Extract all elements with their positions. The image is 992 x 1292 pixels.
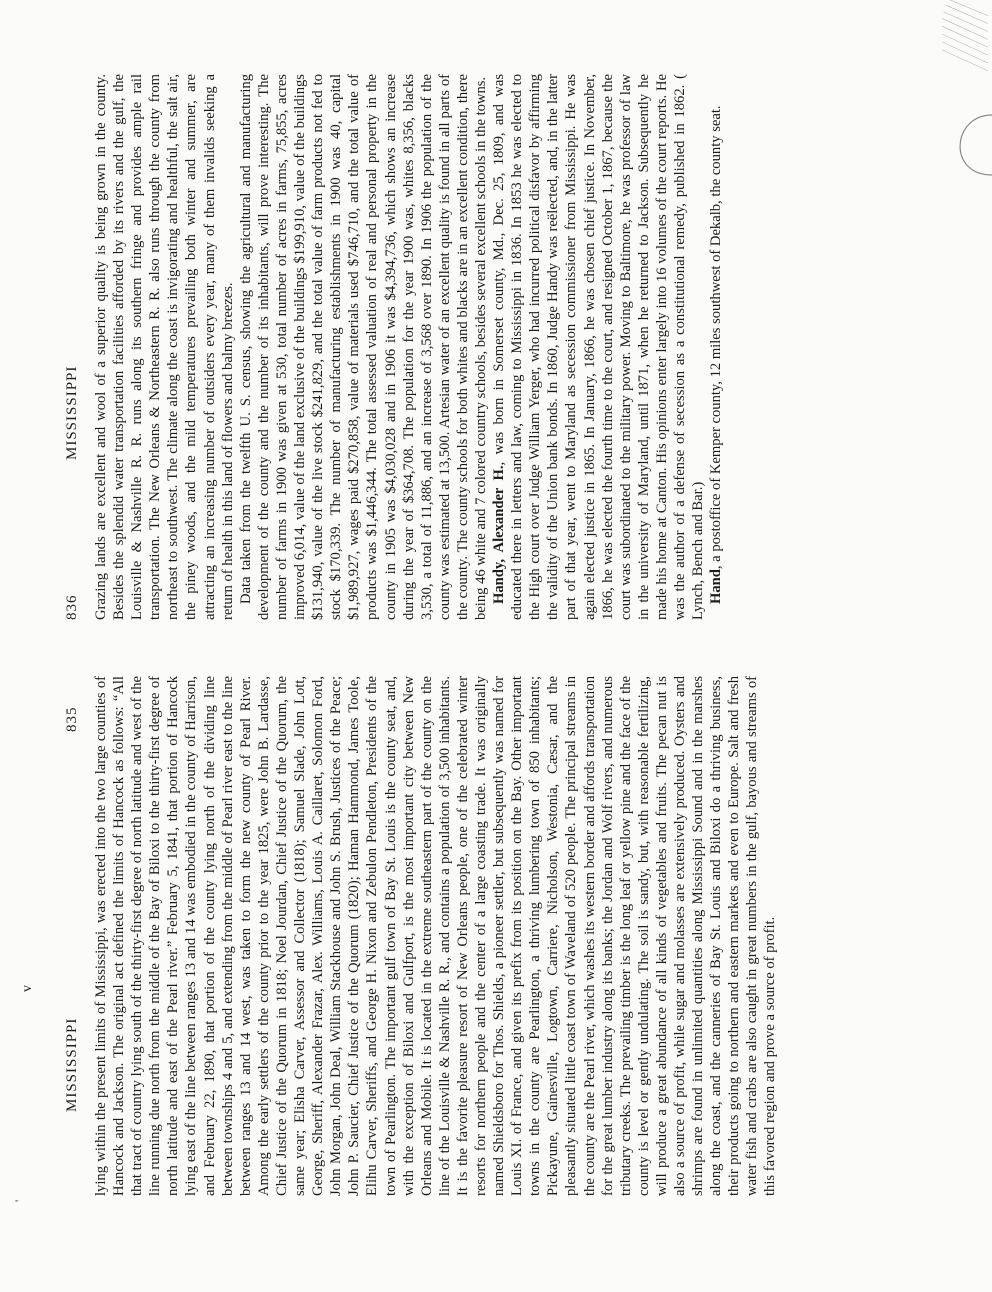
paragraph: lying within the present limits of Mississippi, was erected into the two large counties of Hancock and Jackson. The original act defined the limits of Hancock as follows: “All that tract of country lying south of the thirty-first degree of north latitude and west of the line running due north from the middle of the Bay of Biloxi to the thirty-first degree of north latitude and east of the Pearl river.” February 5, 1841, that portion of Hancock lying east of the line between ranges 13 and 14 was embodied in the county of Harrison, and February 22, 1890, that portion of the county lying north of the dividing line between townships 4 and 5, and extending from the middle of Pearl river east to the line between ranges 13 and 14 west, was taken to form the new county of Pearl River. Among the early settlers of the county prior to the year 1825, were John B. Lardasse, Chief Justice of the Quorum in 1818; Noel Jourdan, Chief Justice of the Quorum, the same year; Elisha Carver, Assessor and Collector (1818); Samuel Slade, John Lott, George, Sheriff, Alexander Frazar, Alex. Williams, Louis A. Caillaret, Solomon Ford, John Morgan, John Deal, William Stackhouse and John S. Brush, Justices of the Peace; John P. Saucier, Chief Justice of the Quorum (1820); Haman Hammond, James Toole, Elihu Carver, Sheriffs, and George H. Nixon and Zebulon Pendleton, Presidents of the town of Pearlington. The important gulf town of Bay St. Louis is the county seat, and, with the exception of Biloxi and Gulfport, is the most important city between New Orleans and Mobile. It is located in the extreme southeastern part of the county on the line of the Louisville & Nashville R. R., and contains a population of 3,500 inhabitants. It is the favorite pleasure resort of New Orleans people, one of the celebrated winter resorts for northern people and the center of a large coasting trade. It was originally named Shieldsboro for Thos. Shields, a pioneer settler, but subsequently was named for Louis XI. of France, and given its prefix from its position on the Bay. Other important towns in the county are Pearlington, a thriving lumbering town of 850 inhabitants; Pickayune, Gainesville, Logtown, Carriere, Nicholson, Westonia, Cæsar, and the pleasantly situated little coast town of Waveland of 520 people. The principal streams in the county are the Pearl river, which washes its western border and affords transportation for the great lumber industry along its banks; the Jordan and Wolf rivers, and numerous tributary creeks. The prevailing timber is the long leaf or yellow pine and the face of the county is level or gently undulating. The soil is sandy, but, with reasonable fertilizing, will produce a great abundance of all kinds of vegetables and fruits. The pecan nut is also a source of profit, while sugar and molasses are extensively produced. Oysters and shrimps are found in unlimited quantities along Mississippi Sound and in the marshes along the coast, and the canneries of Bay St. Louis and Biloxi do a thriving business, their products going to northern and eastern markets and even to Europe. Salt and fresh water fish and crabs are also caught in great numbers in the gulf, bayous and streams of this favored region and prove a source of profit. <box>93 676 779 1196</box>
entry <box>707 74 725 620</box>
entry-text: , was born in Somerset county, Md., Dec. 25, 1809, and was educated there in letters and law, coming to Mississippi in 1836. In 1853 he was elected to the High court over Judge William Yerger, who had incurred political disfavor by affirming the validity of the Union bank bonds. In 1860, Judge Handy was reëlected, and, in the latter part of that year, went to Maryland as secession commissioner from Mississippi. He was again elected justice in 1865. In January, 1866, he was chosen chief justice. In November, 1866, he was elected the fourth time to the court, and resigned October 1, 1867, because the court was subordinated to the military power. Moving to Baltimore, he was professor of law in the university of Maryland, until 1871, when he returned to Jackson. Subsequently he made his home at Canton. His opinions enter largely into 16 volumes of the court reports. He was the author of a defense of secession as a constitutional remedy, published in 1862. ( Lynch, Bench and Bar.) <box>491 74 707 620</box>
entry <box>490 74 707 620</box>
left-page <box>0 646 992 1292</box>
paragraph: Data taken from the twelfth U. S. census, showing the agricultural and manufacturing development of the county and the number of its inhabitants, will prove interesting. The number of farms in 1900 was given at 530, total number of acres in farms, 75,855, acres improved 6,014, value of the land exclusive of the buildings $199,910, value of the buildings $131,940, value of the live stock $241,829, and the total value of farm products not fed to stock $170,339. The number of manufacturing establishments in 1900 was 40, capital $1,989,927, wages paid $270,858, value of materials used $746,710, and the total value of products was $1,446,344. The total assessed valuation of real and personal property in the county in 1905 was $4,030,028 and in 1906 it was $4,394,736, which shows an increase during the year of $364,708. The population for the year 1900 was, whites 8,356, blacks 3,530, a total of 11,886, and an increase of 3,568 over 1890. In 1906 the population of the county was estimated at 13,500. Artesian water of an excellent quality is found in all parts of the county. The county schools for both whites and blacks are in an excellent condition, there being 46 white and 7 colored country schools, besides several excellent schools in the towns. <box>237 74 489 620</box>
page-body <box>92 676 780 1196</box>
running-title: MISSISSIPPI <box>64 1017 80 1112</box>
entry-head: Hand <box>708 569 725 604</box>
page-curl-decoration <box>932 110 992 180</box>
scan-mark: v <box>20 985 35 992</box>
entry-head: Handy, Alexander H. <box>491 465 508 604</box>
page-body <box>92 74 725 620</box>
paragraph: Grazing lands are excellent and wool of a superior quality is being grown in the county. Besides the splendid water transportation facilities afforded by its rivers and the gulf, the Louisville & Nashville R. R. runs along its southern fringe and provides ample rail transportation. The New Orleans & Northeastern R. R. also runs through the county from northeast to southwest. The climate along the coast is invigorating and healthful, the salt air, the piney woods, and the mild temperatures prevailing both winter and summer, are attracting an increasing number of outsiders every year, many of them invalids seeking a return of health in this land of flowers and balmy breezes. <box>93 74 236 620</box>
scan-mark: ' <box>12 1199 26 1202</box>
page-number: 836 <box>64 594 80 620</box>
running-title: MISSISSIPPI <box>64 365 80 460</box>
entry-text: , a postoffice of Kemper county, 12 miles southwest of Dekalb, the county seat. <box>708 105 725 570</box>
page-number: 835 <box>64 706 80 732</box>
